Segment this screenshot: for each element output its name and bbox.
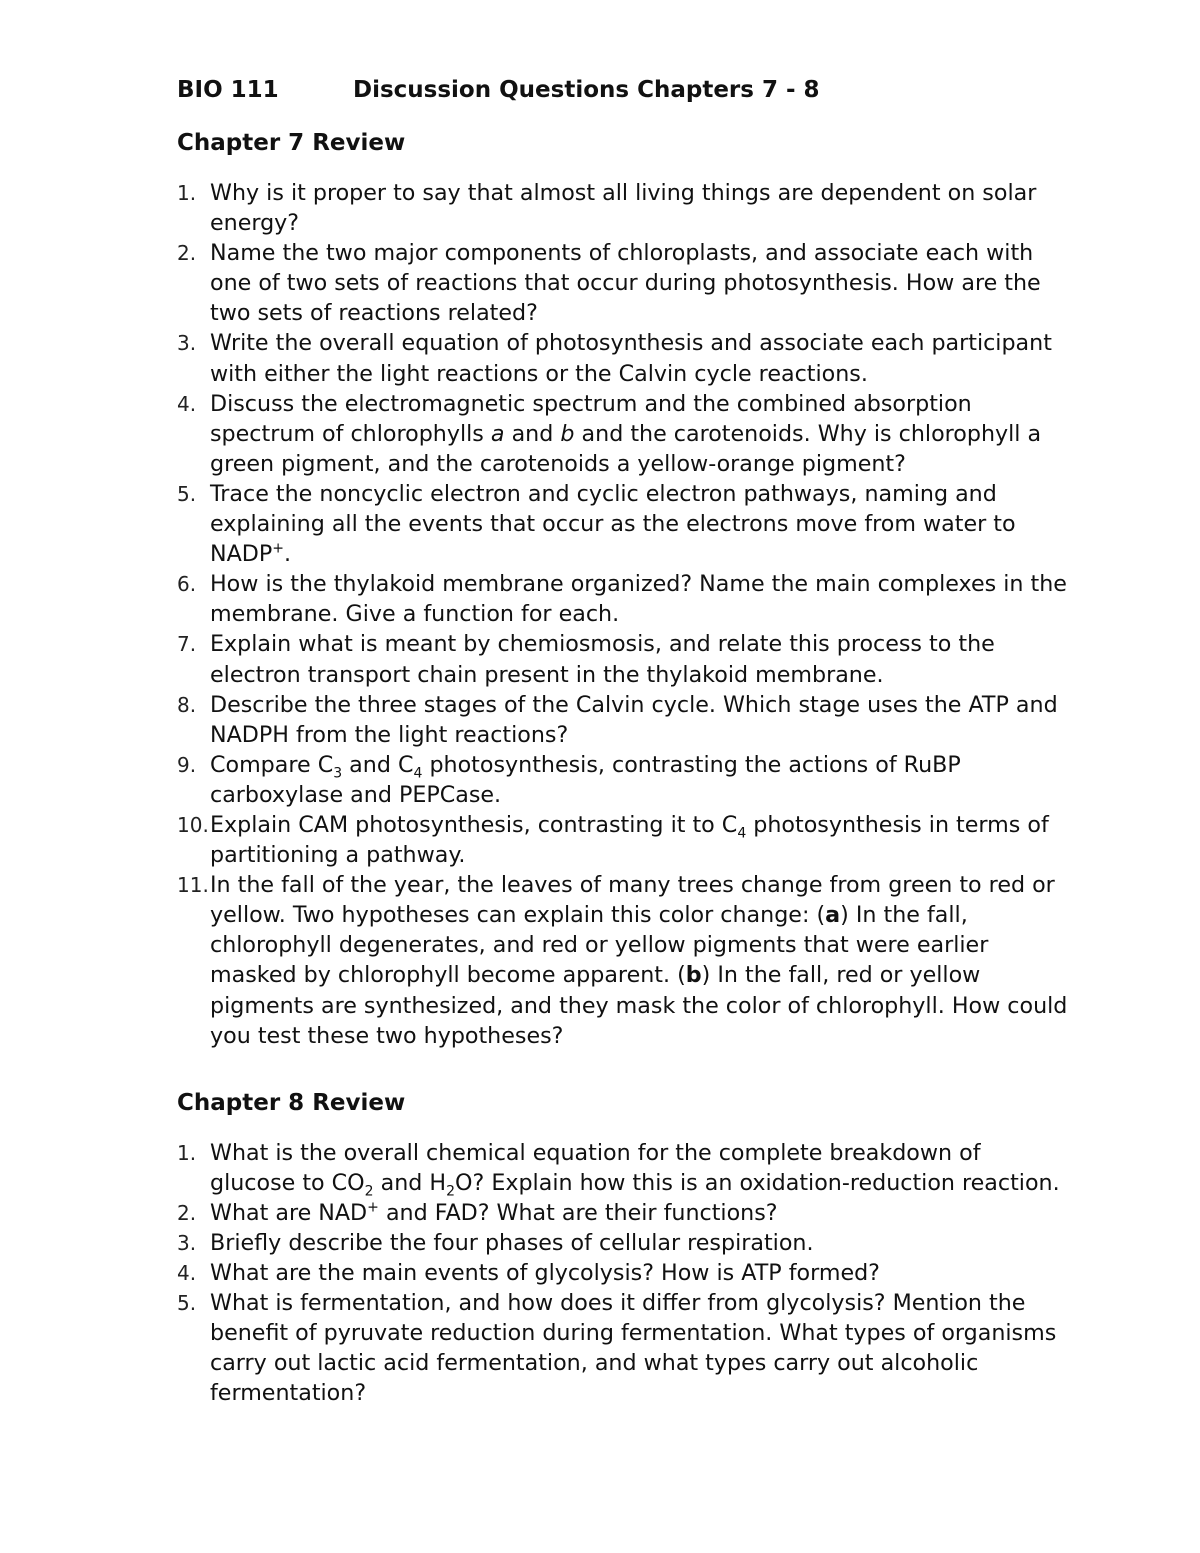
question-text-segment: What are the main events of glycolysis? How is ATP formed? <box>210 1260 880 1287</box>
question-item <box>177 1258 1072 1288</box>
question-number: 6. <box>177 572 197 597</box>
question-text-segment: b <box>685 962 702 989</box>
question-text <box>210 328 1072 388</box>
question-text-segment: + <box>272 540 284 557</box>
question-item <box>177 750 1072 810</box>
question-text <box>210 810 1072 870</box>
chapter-7-question-list <box>177 178 1072 1051</box>
question-text-segment: Name the two major components of chloroplasts, and associate each with one of two sets of reactions that occur during photosynthesis. How are the two sets of reactions related? <box>210 240 1041 327</box>
question-text-segment: Write the overall equation of photosynthesis and associate each participant with either the light reactions or the Calvin cycle reactions. <box>210 330 1052 387</box>
question-number: 1. <box>177 181 197 205</box>
question-text-segment: and <box>504 420 561 447</box>
question-item <box>177 1198 1072 1228</box>
question-text <box>210 1258 1072 1288</box>
question-text-segment: and C <box>342 751 414 778</box>
question-text-segment: ) In the fall, chlorophyll degenerates, and red or yellow pigments that were earlier masked by chlorophyll become apparent. ( <box>210 902 989 989</box>
question-text-segment: 4 <box>737 825 747 842</box>
question-text-segment: b <box>560 420 575 447</box>
question-text <box>210 238 1072 328</box>
document-page <box>177 70 1072 1409</box>
question-number: 2. <box>177 241 197 266</box>
question-text-segment: How is the thylakoid membrane organized? Name the main complexes in the membrane. Give a function for each. <box>210 571 1067 628</box>
question-text <box>210 479 1072 569</box>
question-text-segment: Briefly describe the four phases of cellular respiration. <box>210 1230 814 1256</box>
course-code: BIO 111 <box>177 77 279 103</box>
question-item <box>177 1288 1072 1408</box>
question-text-segment: photosynthesis, contrasting the actions of RuBP carboxylase and PEPCase. <box>210 751 961 808</box>
question-text-segment: ) In the fall, red or yellow pigments are synthesized, and they mask the color of chlorophyll. How could you test these two hypotheses? <box>210 962 1068 1049</box>
question-text <box>210 569 1072 629</box>
question-number: 5. <box>177 481 197 506</box>
question-text-segment: and the carotenoids. Why is chlorophyll a green pigment, and the carotenoids a yellow-orange pigment? <box>210 420 1042 477</box>
question-text-segment: Compare C <box>210 751 334 778</box>
question-text-segment: Describe the three stages of the Calvin cycle. Which stage uses the ATP and NADPH from the light reactions? <box>210 691 1058 748</box>
question-text-segment: What is the overall chemical equation for the complete breakdown of glucose to CO <box>210 1139 981 1196</box>
question-item <box>177 810 1072 870</box>
question-item <box>177 238 1072 328</box>
question-text-segment: O? Explain how this is an oxidation-reduction reaction. <box>455 1169 1060 1196</box>
question-number: 5. <box>177 1291 197 1316</box>
question-text-segment: Explain CAM photosynthesis, contrasting it to C <box>210 811 738 838</box>
question-text-segment: In the fall of the year, the leaves of many trees change from green to red or yellow. Two hypotheses can explain this color change: ( <box>210 872 1055 929</box>
question-text-segment: photosynthesis in terms of partitioning a pathway. <box>210 811 1049 869</box>
question-item <box>177 328 1072 388</box>
question-text-segment: a <box>825 902 841 929</box>
question-text-segment: 4 <box>413 765 423 782</box>
question-text <box>210 750 1072 810</box>
question-text <box>210 629 1072 689</box>
question-text-segment: What are NAD <box>210 1199 368 1226</box>
question-text-segment: Trace the noncyclic electron and cyclic electron pathways, naming and explaining all the events that occur as the electrons move from water to NADP <box>210 480 1016 568</box>
question-text <box>210 178 1072 238</box>
question-item <box>177 1138 1072 1198</box>
question-number: 3. <box>177 1231 197 1255</box>
question-text-segment: Explain what is meant by chemiosmosis, and relate this process to the electron transport chain present in the thylakoid membrane. <box>210 631 995 688</box>
question-item <box>177 629 1072 689</box>
question-text <box>210 1198 1072 1228</box>
question-number: 9. <box>177 752 197 777</box>
chapter-8-heading: Chapter 8 Review <box>177 1089 406 1116</box>
question-number: 1. <box>177 1140 197 1165</box>
question-text-segment: 2 <box>446 1183 456 1200</box>
question-text-segment: 3 <box>333 765 343 782</box>
question-text <box>210 389 1072 479</box>
question-item <box>177 870 1072 1051</box>
question-number: 3. <box>177 331 197 356</box>
chapter-7-heading: Chapter 7 Review <box>177 130 406 156</box>
question-item <box>177 479 1072 569</box>
question-item <box>177 690 1072 750</box>
question-text <box>210 870 1072 1051</box>
document-title-row <box>177 70 1072 110</box>
question-text-segment: What is fermentation, and how does it differ from glycolysis? Mention the benefit of pyruvate reduction during fermentation. What types of organisms carry out lactic acid fermentation, and what types carry out alcoholic fermentation? <box>210 1290 1057 1407</box>
question-text-segment: and H <box>373 1169 447 1196</box>
question-number: 4. <box>177 391 197 416</box>
question-item <box>177 1228 1072 1258</box>
question-text <box>210 1288 1072 1408</box>
question-text-segment: a <box>490 420 505 447</box>
question-number: 2. <box>177 1200 197 1225</box>
question-text-segment: Discuss the electromagnetic spectrum and the combined absorption spectrum of chlorophylls <box>210 390 972 447</box>
question-item <box>177 389 1072 479</box>
question-text <box>210 1138 1072 1198</box>
question-number: 11. <box>177 873 209 898</box>
document-title: Discussion Questions Chapters 7 - 8 <box>353 77 820 103</box>
question-number: 4. <box>177 1261 197 1286</box>
question-number: 10. <box>177 812 209 837</box>
question-text <box>210 1228 1072 1258</box>
question-text-segment: 2 <box>364 1183 374 1200</box>
question-number: 7. <box>177 632 197 657</box>
chapter-8-question-list <box>177 1138 1072 1409</box>
question-text-segment: Why is it proper to say that almost all living things are dependent on solar energy? <box>210 180 1037 237</box>
question-number: 8. <box>177 692 197 717</box>
question-text-segment: + <box>367 1199 379 1216</box>
question-item <box>177 178 1072 238</box>
question-text-segment: . <box>283 541 292 568</box>
question-item <box>177 569 1072 629</box>
question-text <box>210 690 1072 750</box>
question-text-segment: and FAD? What are their functions? <box>378 1199 778 1226</box>
